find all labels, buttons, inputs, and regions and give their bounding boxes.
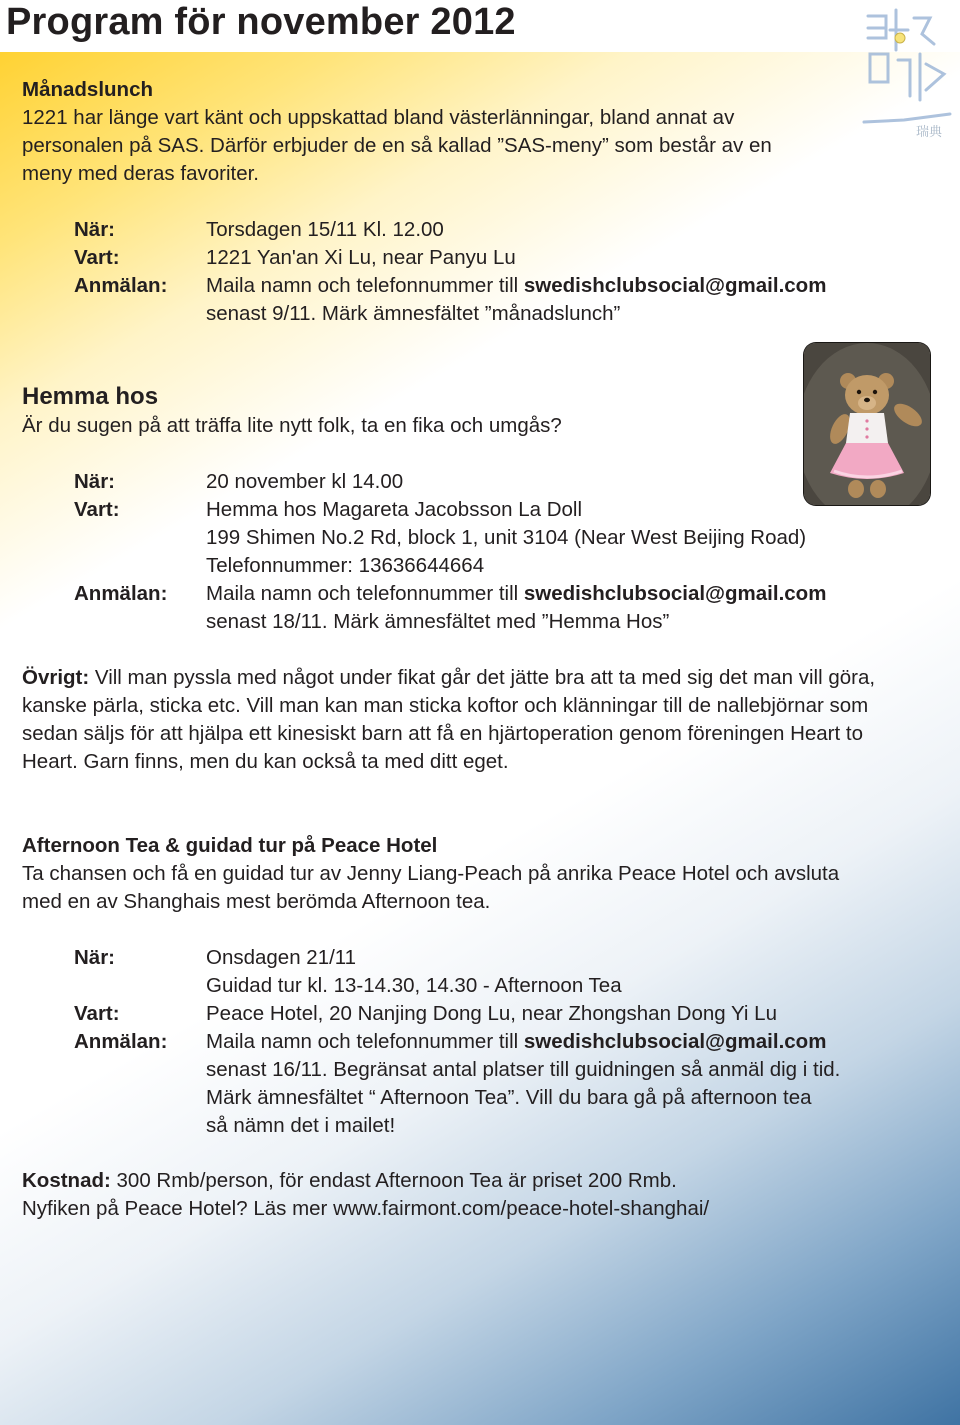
section3-signup <box>206 1028 826 1056</box>
section2-signup-note: senast 18/11. Märk ämnesfältet med ”Hemma Hos” <box>206 610 670 633</box>
cost-text: 300 Rmb/person, för endast Afternoon Tea är priset 200 Rmb. <box>110 1169 677 1192</box>
where-label: Vart: <box>74 1002 120 1025</box>
section3-when-line: Guidad tur kl. 13-14.30, 14.30 - Afternoon Tea <box>206 974 622 997</box>
when-label: När: <box>74 218 116 241</box>
section2-where-line: 199 Shimen No.2 Rd, block 1, unit 3104 (Near West Beijing Road) <box>206 526 807 549</box>
page-title: Program för november 2012 <box>6 1 516 43</box>
signup-label: Anmälan: <box>74 582 168 605</box>
section2-signup <box>206 580 826 608</box>
section3-signup-note: Märk ämnesfältet “ Afternoon Tea”. Vill du bara gå på afternoon tea <box>206 1086 812 1109</box>
other-label: Övrigt: <box>22 666 90 689</box>
section2-other-line: kanske pärla, sticka etc. Vill man kan man sticka koftor och klänningar till de nallebjörnar som <box>22 694 869 717</box>
section3-intro-line: med en av Shanghais mest berömda Afternoon tea. <box>22 890 491 913</box>
section1-intro-line: meny med deras favoriter. <box>22 162 259 185</box>
signup-text: Maila namn och telefonnummer till <box>206 582 524 605</box>
section1-signup <box>206 272 826 300</box>
section1-when: Torsdagen 15/11 Kl. 12.00 <box>206 218 444 241</box>
email-link[interactable]: swedishclubsocial@gmail.com <box>523 274 827 297</box>
signup-text: Maila namn och telefonnummer till <box>206 1030 524 1053</box>
section3-where: Peace Hotel, 20 Nanjing Dong Lu, near Zhongshan Dong Yi Lu <box>206 1002 777 1025</box>
section1-where: 1221 Yan'an Xi Lu, near Panyu Lu <box>206 246 516 269</box>
swedish-club-logo <box>860 4 956 144</box>
section1-signup-note: senast 9/11. Märk ämnesfältet ”månadslunch” <box>206 302 621 325</box>
where-label: Vart: <box>74 498 120 521</box>
signup-text: Maila namn och telefonnummer till <box>206 274 524 297</box>
section1-intro-line: 1221 har länge vart känt och uppskattad bland västerlänningar, bland annat av <box>22 106 735 129</box>
section2-when: 20 november kl 14.00 <box>206 470 404 493</box>
section-heading-hemma-hos: Hemma hos <box>22 383 159 410</box>
section2-intro: Är du sugen på att träffa lite nytt folk, ta en fika och umgås? <box>22 414 562 437</box>
section3-signup-note: så nämn det i mailet! <box>206 1114 396 1137</box>
teddy-bear-illustration <box>804 343 930 505</box>
when-label: När: <box>74 470 116 493</box>
teddy-bear-photo <box>804 343 930 505</box>
where-label: Vart: <box>74 246 120 269</box>
section2-other-line: Heart. Garn finns, men du kan också ta med ditt eget. <box>22 750 509 773</box>
logo-glyph-text: 瑞典 <box>916 125 943 140</box>
email-link[interactable]: swedishclubsocial@gmail.com <box>523 582 827 605</box>
section2-other-line <box>22 664 875 692</box>
section3-cost <box>22 1167 677 1195</box>
signup-label: Anmälan: <box>74 274 168 297</box>
section1-intro-line: personalen på SAS. Därför erbjuder de en så kallad ”SAS-meny” som består av en <box>22 134 772 157</box>
when-label: När: <box>74 946 116 969</box>
section3-when-line: Onsdagen 21/11 <box>206 946 357 969</box>
section2-where-line: Hemma hos Magareta Jacobsson La Doll <box>206 498 583 521</box>
section-heading-manadslunch: Månadslunch <box>22 78 153 101</box>
section2-other-line: sedan säljs för att hjälpa ett kinesiskt barn att få en hjärtoperation genom föreningen Heart to <box>22 722 864 745</box>
section-heading-afternoon-tea: Afternoon Tea & guidad tur på Peace Hotel <box>22 834 438 857</box>
email-link[interactable]: swedishclubsocial@gmail.com <box>523 1030 827 1053</box>
other-text: Vill man pyssla med något under fikat går det jätte bra att ta med sig det man vill göra, <box>89 666 876 689</box>
section3-intro-line: Ta chansen och få en guidad tur av Jenny Liang-Peach på anrika Peace Hotel och avsluta <box>22 862 840 885</box>
section3-more-info-link[interactable]: Nyfiken på Peace Hotel? Läs mer www.fairmont.com/peace-hotel-shanghai/ <box>22 1197 710 1220</box>
section3-signup-note: senast 16/11. Begränsat antal platser till guidningen så anmäl dig i tid. <box>206 1058 841 1081</box>
section2-where-line: Telefonnummer: 13636644664 <box>206 554 485 577</box>
cost-label: Kostnad: <box>22 1169 111 1192</box>
signup-label: Anmälan: <box>74 1030 168 1053</box>
